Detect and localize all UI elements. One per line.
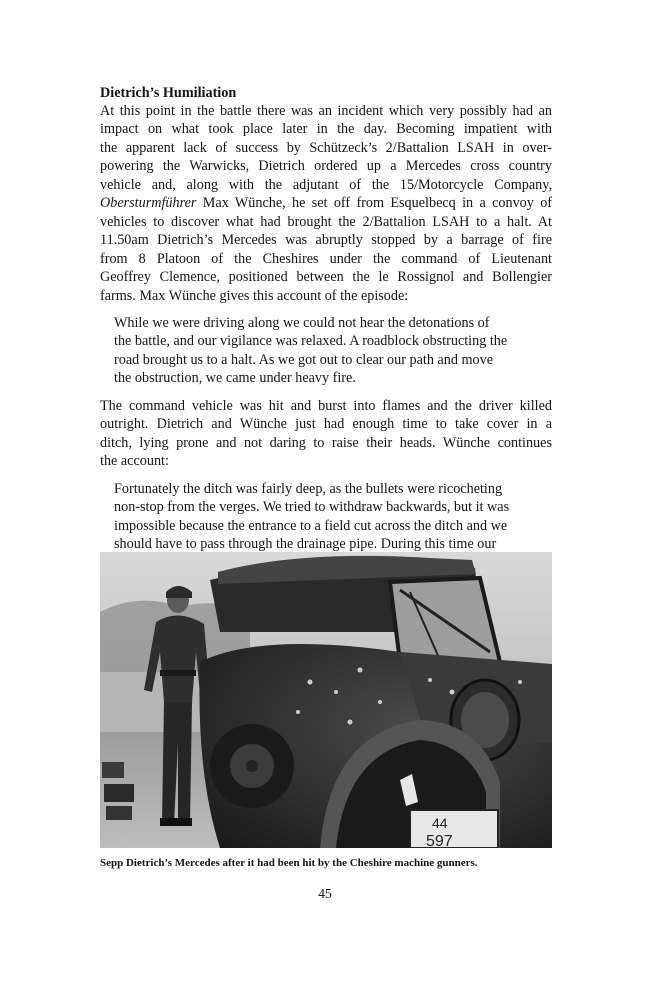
plate-number-top: 44 <box>432 815 448 831</box>
quote-line: should have to pass through the drainage pipe. During this time our <box>114 535 497 552</box>
paragraph-2 <box>100 397 552 471</box>
text-line: outright. Dietrich and Wünche just had enough time to take cover in a <box>100 416 552 433</box>
block-quote-1 <box>100 314 552 388</box>
text-line: the account: <box>100 453 169 470</box>
text-line-rest: Max Wünche, he set off from Esquelbecq in a convoy of <box>202 195 553 212</box>
text-line: vehicles to discover what had brought the 2/Battalion LSAH to a halt. At <box>100 213 552 230</box>
text-line: ditch, lying prone and not daring to raise their heads. Wünche continues <box>100 434 552 451</box>
text-line: powering the Warwicks, Dietrich ordered up a Mercedes cross country <box>100 158 552 175</box>
text-line: The command vehicle was hit and burst into flames and the driver killed <box>100 397 552 414</box>
photo-illustration <box>100 552 552 848</box>
photograph-mercedes <box>100 552 552 848</box>
text-line: At this point in the battle there was an incident which very possibly had an <box>100 103 552 119</box>
text-line: the apparent lack of success by Schützeck’s 2/Battalion LSAH in over- <box>100 139 552 156</box>
text-line: farms. Max Wünche gives this account of the episode: <box>100 287 409 304</box>
section-heading: Dietrich’s Humiliation <box>100 85 237 101</box>
plate-number-bottom: 597 <box>426 833 453 848</box>
text-line: from 8 Platoon of the Cheshires under the command of Lieutenant <box>100 250 552 267</box>
block-quote-2 <box>100 480 552 554</box>
rank-italic: Obersturmführer <box>100 195 197 212</box>
text-line: 11.50am Dietrich’s Mercedes was abruptly stopped by a barrage of fire <box>100 232 552 249</box>
page-body <box>100 84 552 553</box>
quote-line: While we were driving along we could not hear the detonations of <box>114 314 490 331</box>
license-plate <box>410 810 498 848</box>
page-number: 45 <box>318 886 332 901</box>
quote-line: the obstruction, we came under heavy fire. <box>114 370 356 387</box>
text-line: Geoffrey Clemence, positioned between the le Rossignol and Bollengier <box>100 269 552 286</box>
text-line <box>100 194 552 212</box>
text-line: impact on what took place later in the day. Becoming impatient with <box>100 121 552 138</box>
quote-line: the battle, and our vigilance was relaxed. A roadblock obstructing the <box>114 333 508 350</box>
quote-line: impossible because the entrance to a field cut across the ditch and we <box>114 517 508 534</box>
paragraph-1 <box>100 102 552 305</box>
text-line: vehicle and, along with the adjutant of the 15/Motorcycle Company, <box>100 176 552 193</box>
quote-line: non-stop from the verges. We tried to withdraw backwards, but it was <box>114 499 510 516</box>
quote-line: Fortunately the ditch was fairly deep, as the bullets were ricocheting <box>114 480 503 497</box>
photo-caption: Sepp Dietrich’s Mercedes after it had been hit by the Cheshire machine gunners. <box>100 857 478 869</box>
quote-line: road brought us to a halt. As we got out to clear our path and move <box>114 351 494 368</box>
